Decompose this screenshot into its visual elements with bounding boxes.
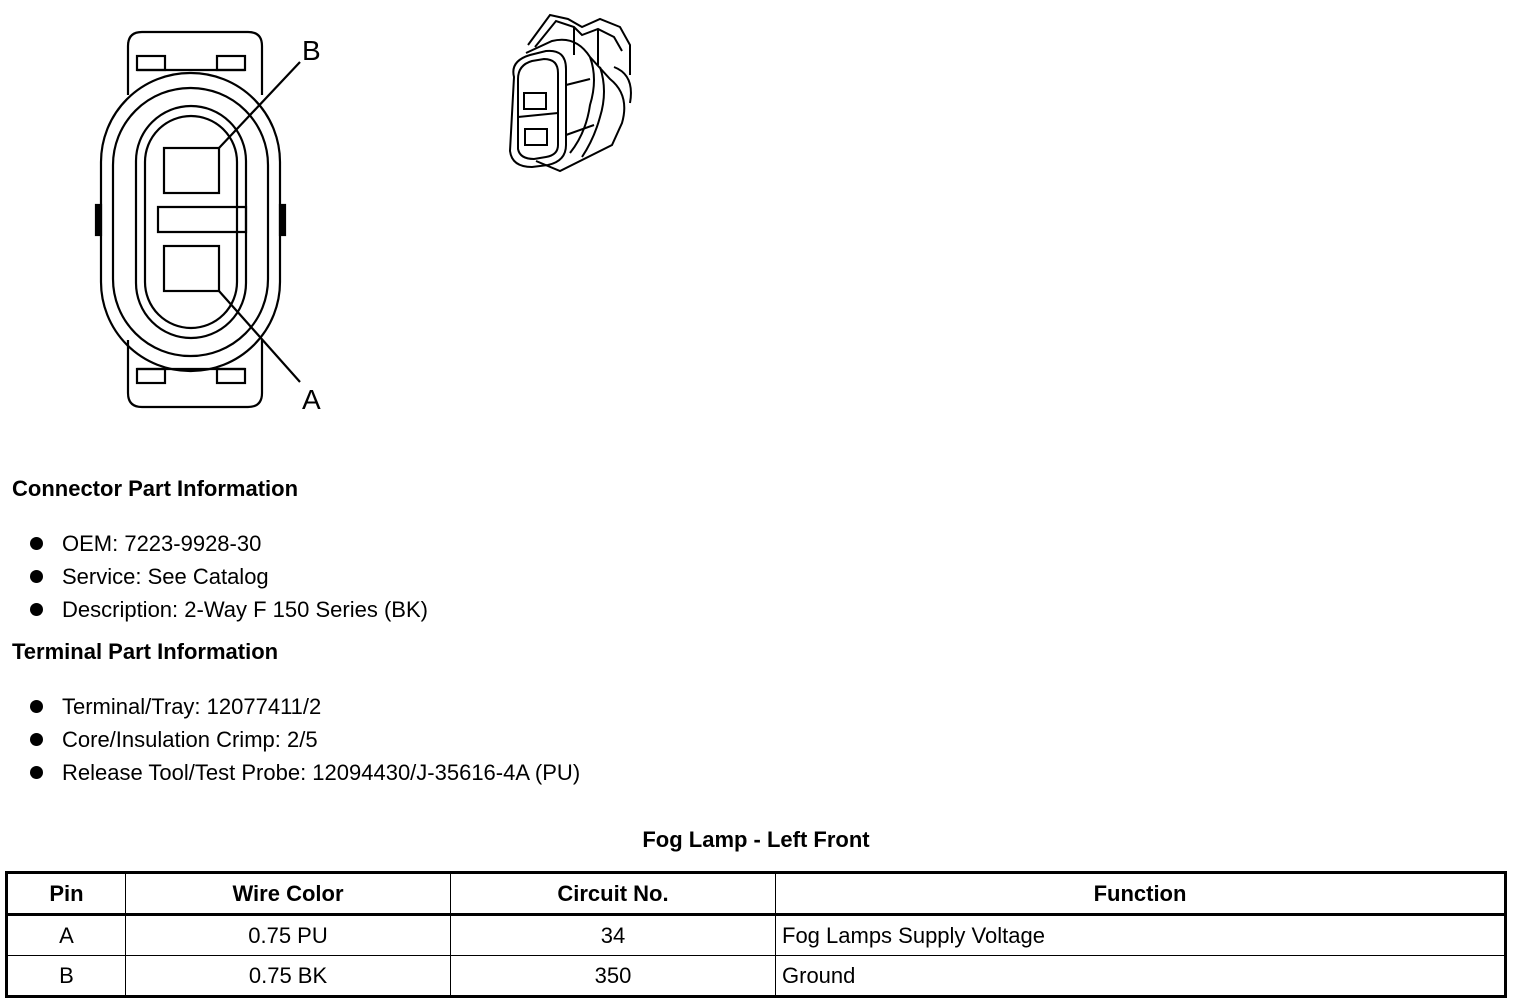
list-item: Core/Insulation Crimp: 2/5 bbox=[28, 723, 580, 756]
list-item: Release Tool/Test Probe: 12094430/J-35616-4A (PU) bbox=[28, 756, 580, 789]
bullet-icon bbox=[30, 570, 43, 583]
cell-wire-color: 0.75 PU bbox=[126, 915, 451, 956]
pin-label-a: A bbox=[302, 384, 321, 415]
cell-wire-color: 0.75 BK bbox=[126, 956, 451, 997]
cell-function: Fog Lamps Supply Voltage bbox=[776, 915, 1506, 956]
pin-table-title: Fog Lamp - Left Front bbox=[642, 827, 870, 852]
table-header-row bbox=[7, 873, 1506, 915]
connector-isometric-illustration bbox=[490, 5, 650, 185]
column-header-circuit-no: Circuit No. bbox=[451, 873, 776, 915]
cell-pin: A bbox=[7, 915, 126, 956]
list-item: Terminal/Tray: 12077411/2 bbox=[28, 690, 580, 723]
cell-pin: B bbox=[7, 956, 126, 997]
pin-table bbox=[5, 871, 1507, 998]
bullet-icon bbox=[30, 603, 43, 616]
list-item: Description: 2-Way F 150 Series (BK) bbox=[28, 593, 428, 626]
terminal-part-info-list bbox=[28, 690, 580, 789]
table-row bbox=[7, 956, 1506, 997]
cell-circuit-no: 34 bbox=[451, 915, 776, 956]
column-header-wire-color: Wire Color bbox=[126, 873, 451, 915]
connector-face-diagram bbox=[0, 0, 420, 440]
bullet-icon bbox=[30, 537, 43, 550]
bullet-icon bbox=[30, 700, 43, 713]
list-item: OEM: 7223-9928-30 bbox=[28, 527, 428, 560]
pin-label-b: B bbox=[302, 35, 321, 66]
list-item: Service: See Catalog bbox=[28, 560, 428, 593]
column-header-function: Function bbox=[776, 873, 1506, 915]
connector-part-info-list bbox=[28, 527, 428, 626]
connector-part-info-heading: Connector Part Information bbox=[12, 476, 299, 501]
table-row bbox=[7, 915, 1506, 956]
column-header-pin: Pin bbox=[7, 873, 126, 915]
cell-function: Ground bbox=[776, 956, 1506, 997]
bullet-icon bbox=[30, 766, 43, 779]
terminal-part-info-heading: Terminal Part Information bbox=[12, 639, 279, 664]
bullet-icon bbox=[30, 733, 43, 746]
cell-circuit-no: 350 bbox=[451, 956, 776, 997]
